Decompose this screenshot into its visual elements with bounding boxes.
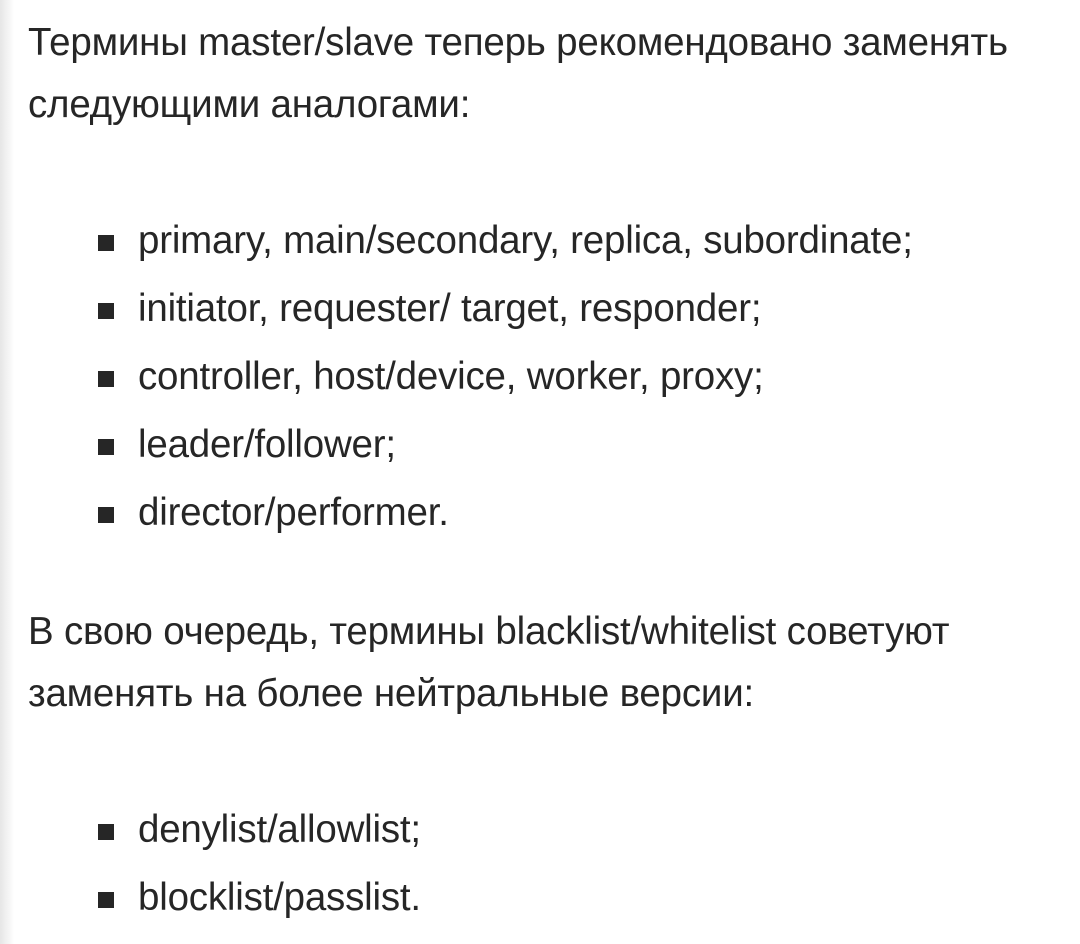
list-item bbox=[98, 479, 913, 547]
paragraph-master-slave: Термины master/slave теперь рекомендовано заменять следующими аналогами: bbox=[28, 21, 1008, 126]
square-bullet-icon bbox=[98, 303, 114, 319]
square-bullet-icon bbox=[98, 824, 114, 840]
list-item bbox=[98, 796, 421, 864]
list-item-text: leader/follower; bbox=[138, 423, 396, 466]
alternatives-list-master-slave bbox=[98, 207, 913, 547]
list-item-text: director/performer. bbox=[138, 491, 449, 534]
list-item bbox=[98, 207, 913, 275]
list-item-text: controller, host/device, worker, proxy; bbox=[138, 355, 764, 398]
list-item bbox=[98, 864, 421, 932]
list-item bbox=[98, 411, 913, 479]
list-item bbox=[98, 343, 913, 411]
square-bullet-icon bbox=[98, 892, 114, 908]
square-bullet-icon bbox=[98, 439, 114, 455]
square-bullet-icon bbox=[98, 235, 114, 251]
list-item-text: blocklist/passlist. bbox=[138, 876, 421, 919]
list-item-text: denylist/allowlist; bbox=[138, 808, 421, 851]
list-item-text: initiator, requester/ target, responder; bbox=[138, 287, 762, 330]
page-left-edge-shadow bbox=[0, 0, 14, 944]
square-bullet-icon bbox=[98, 507, 114, 523]
list-item-text: primary, main/secondary, replica, subordinate; bbox=[138, 219, 913, 262]
square-bullet-icon bbox=[98, 371, 114, 387]
paragraph-blacklist-whitelist: В свою очередь, термины blacklist/whitelist советуют заменять на более нейтральные версии: bbox=[28, 610, 950, 715]
list-item bbox=[98, 275, 913, 343]
alternatives-list-blacklist-whitelist bbox=[98, 796, 421, 932]
